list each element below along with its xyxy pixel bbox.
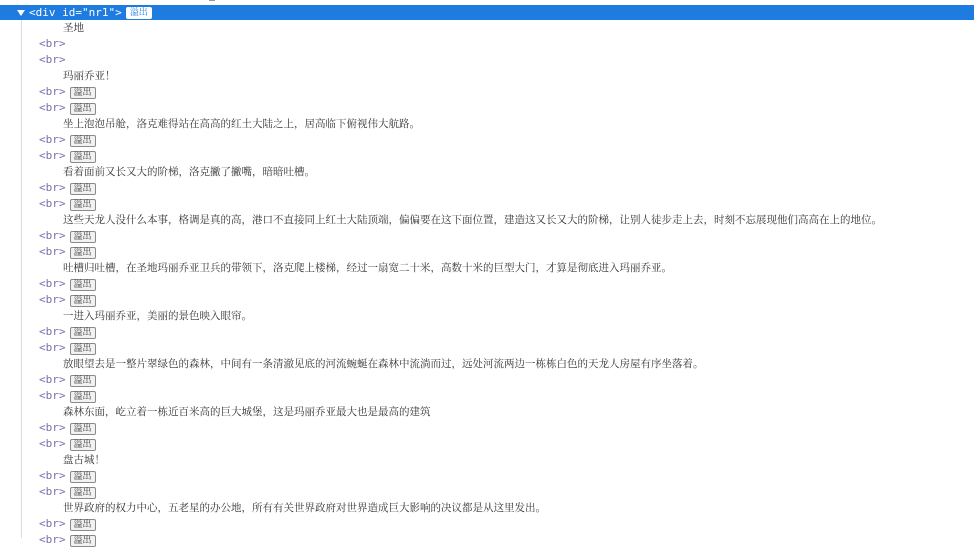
br-node-row[interactable] bbox=[0, 52, 974, 68]
br-node-row[interactable] bbox=[0, 244, 974, 260]
br-node-row[interactable] bbox=[0, 292, 974, 308]
text-node: 一进入玛丽乔亚，美丽的景色映入眼帘。 bbox=[63, 310, 252, 322]
text-node-row[interactable] bbox=[0, 164, 974, 180]
overflow-badge[interactable]: 溢出 bbox=[70, 487, 96, 499]
overflow-badge[interactable]: 溢出 bbox=[70, 183, 96, 195]
br-node-row[interactable] bbox=[0, 436, 974, 452]
br-tag: <br> 溢出 bbox=[39, 228, 96, 244]
overflow-badge[interactable]: 溢出 bbox=[70, 471, 96, 483]
br-tag: <br> 溢出 bbox=[39, 196, 96, 212]
text-node: 圣地 bbox=[63, 22, 84, 34]
br-tag: <br> 溢出 bbox=[39, 84, 96, 100]
overflow-badge[interactable]: 溢出 bbox=[70, 231, 96, 243]
overflow-badge[interactable]: 溢出 bbox=[70, 103, 96, 115]
text-node: 森林东面，屹立着一栋近百米高的巨大城堡，这是玛丽乔亚最大也是最高的建筑 bbox=[63, 406, 431, 418]
text-node: 玛丽乔亚！ bbox=[63, 70, 116, 82]
overflow-badge[interactable]: 溢出 bbox=[70, 391, 96, 403]
br-node-row[interactable] bbox=[0, 468, 974, 484]
br-node-row[interactable] bbox=[0, 196, 974, 212]
br-node-row[interactable] bbox=[0, 532, 974, 548]
overflow-badge[interactable]: 溢出 bbox=[70, 279, 96, 291]
overflow-badge[interactable]: 溢出 bbox=[70, 151, 96, 163]
br-tag: <br> bbox=[39, 53, 66, 66]
br-node-row[interactable] bbox=[0, 180, 974, 196]
br-tag: <br> 溢出 bbox=[39, 340, 96, 356]
br-node-row[interactable] bbox=[0, 132, 974, 148]
overflow-badge[interactable]: 溢出 bbox=[70, 327, 96, 339]
br-node-row[interactable] bbox=[0, 84, 974, 100]
selected-div-node[interactable] bbox=[0, 5, 974, 20]
text-node-row[interactable] bbox=[0, 308, 974, 324]
text-node-row[interactable] bbox=[0, 500, 974, 516]
overflow-badge[interactable]: 溢出 bbox=[70, 375, 96, 387]
br-tag: <br> 溢出 bbox=[39, 180, 96, 196]
dom-tree bbox=[0, 20, 974, 548]
br-tag: <br> 溢出 bbox=[39, 484, 96, 500]
text-node: 盘古城！ bbox=[63, 454, 105, 466]
text-node: 看着面前又长又大的阶梯，洛克撇了撇嘴，暗暗吐槽。 bbox=[63, 166, 315, 178]
overflow-badge[interactable]: 溢出 bbox=[70, 135, 96, 147]
text-node-row[interactable] bbox=[0, 452, 974, 468]
br-tag: <br> bbox=[39, 37, 66, 50]
br-tag: <br> 溢出 bbox=[39, 532, 96, 548]
br-tag: <br> 溢出 bbox=[39, 420, 96, 436]
overflow-badge[interactable]: 溢出 bbox=[70, 247, 96, 259]
br-node-row[interactable] bbox=[0, 420, 974, 436]
scroll-divider bbox=[209, 0, 215, 1]
br-node-row[interactable] bbox=[0, 276, 974, 292]
overflow-badge[interactable]: 溢出 bbox=[70, 423, 96, 435]
br-tag: <br> 溢出 bbox=[39, 244, 96, 260]
br-tag: <br> 溢出 bbox=[39, 468, 96, 484]
br-node-row[interactable] bbox=[0, 516, 974, 532]
text-node: 坐上泡泡吊舱，洛克难得站在高高的红土大陆之上，居高临下俯视伟大航路。 bbox=[63, 118, 420, 130]
br-tag: <br> 溢出 bbox=[39, 436, 96, 452]
text-node-row[interactable] bbox=[0, 212, 974, 228]
text-node-row[interactable] bbox=[0, 20, 974, 36]
br-node-row[interactable] bbox=[0, 340, 974, 356]
text-node: 放眼望去是一整片翠绿色的森林，中间有一条清澈见底的河流蜿蜒在森林中流淌而过，远处河流两边一栋栋白色的天龙人房屋有序坐落着。 bbox=[63, 358, 704, 370]
text-node: 吐槽归吐槽，在圣地玛丽乔亚卫兵的带领下，洛克爬上楼梯，经过一扇宽二十米，高数十米的巨型大门，才算是彻底进入玛丽乔亚。 bbox=[63, 262, 672, 274]
overflow-badge[interactable]: 溢出 bbox=[70, 519, 96, 531]
br-tag: <br> 溢出 bbox=[39, 148, 96, 164]
text-node-row[interactable] bbox=[0, 260, 974, 276]
br-node-row[interactable] bbox=[0, 36, 974, 52]
br-tag: <br> 溢出 bbox=[39, 292, 96, 308]
br-node-row[interactable] bbox=[0, 484, 974, 500]
br-tag: <br> 溢出 bbox=[39, 324, 96, 340]
text-node: 世界政府的权力中心，五老星的办公地，所有有关世界政府对世界造成巨大影响的决议都是从这里发出。 bbox=[63, 502, 546, 514]
text-node-row[interactable] bbox=[0, 116, 974, 132]
text-node: 这些天龙人没什么本事，格调是真的高，港口不直接同上红土大陆顶端，偏偏要在这下面位置，建造这又长又大的阶梯，让别人徒步走上去，时刻不忘展现他们高高在上的地位。 bbox=[63, 214, 882, 226]
br-node-row[interactable] bbox=[0, 148, 974, 164]
br-tag: <br> 溢出 bbox=[39, 100, 96, 116]
overflow-badge[interactable]: 溢出 bbox=[70, 87, 96, 99]
br-node-row[interactable] bbox=[0, 388, 974, 404]
overflow-badge[interactable]: 溢出 bbox=[70, 439, 96, 451]
br-tag: <br> 溢出 bbox=[39, 276, 96, 292]
br-node-row[interactable] bbox=[0, 228, 974, 244]
overflow-badge[interactable]: 溢出 bbox=[70, 199, 96, 211]
text-node-row[interactable] bbox=[0, 68, 974, 84]
text-node-row[interactable] bbox=[0, 356, 974, 372]
br-node-row[interactable] bbox=[0, 324, 974, 340]
text-node-row[interactable] bbox=[0, 404, 974, 420]
collapse-arrow-icon[interactable] bbox=[17, 10, 25, 16]
br-tag: <br> 溢出 bbox=[39, 132, 96, 148]
overflow-badge[interactable]: 溢出 bbox=[70, 343, 96, 355]
div-open-tag: <div id="nr1"> bbox=[29, 6, 122, 19]
overflow-badge[interactable]: 溢出 bbox=[70, 535, 96, 547]
br-tag: <br> 溢出 bbox=[39, 388, 96, 404]
br-tag: <br> 溢出 bbox=[39, 372, 96, 388]
overflow-badge[interactable]: 溢出 bbox=[126, 7, 152, 19]
br-node-row[interactable] bbox=[0, 372, 974, 388]
overflow-badge[interactable]: 溢出 bbox=[70, 295, 96, 307]
br-node-row[interactable] bbox=[0, 100, 974, 116]
br-tag: <br> 溢出 bbox=[39, 516, 96, 532]
